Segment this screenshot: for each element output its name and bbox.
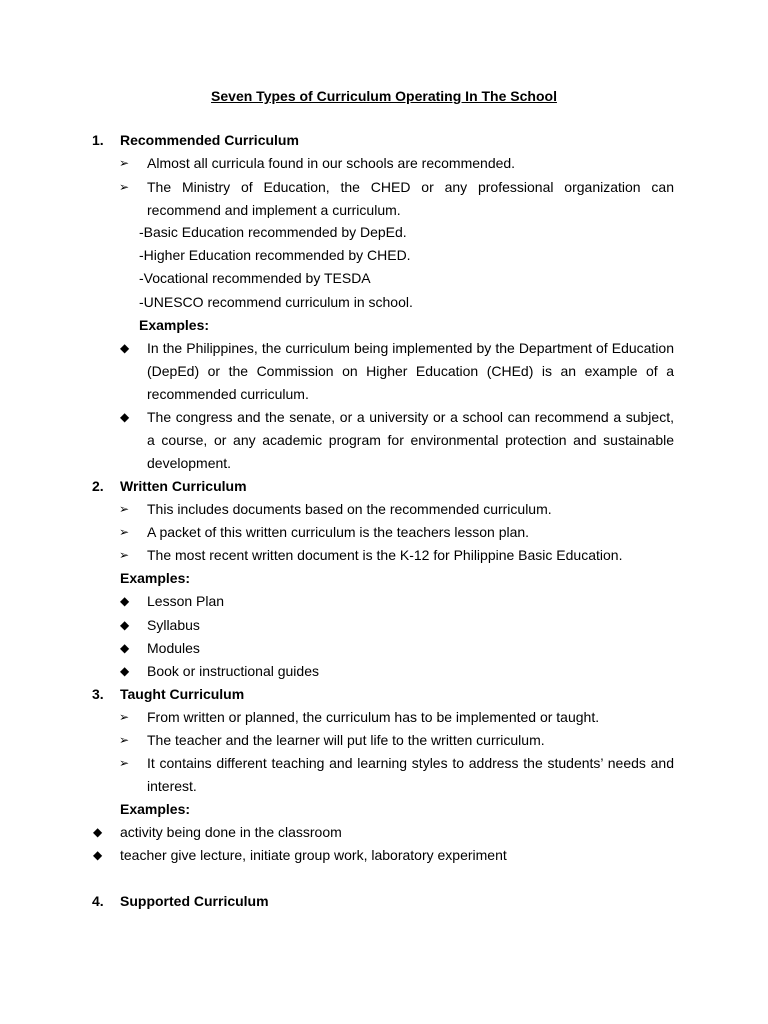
diamond-bullet-icon: ◆ <box>120 664 130 678</box>
sub-line: -Basic Education recommended by DepEd. <box>139 224 407 240</box>
arrow-bullet-icon: ➢ <box>119 710 130 724</box>
diamond-bullet-icon: ◆ <box>120 410 130 424</box>
list-item: Lesson Plan <box>147 593 225 609</box>
section-number: 1. <box>92 132 104 148</box>
section-number: 3. <box>92 686 104 702</box>
section-number: 4. <box>92 893 104 909</box>
examples-label: Examples: <box>120 570 191 586</box>
list-item: This includes documents based on the recommended curriculum. <box>147 501 552 517</box>
examples-label: Examples: <box>120 801 191 817</box>
list-item: Syllabus <box>147 617 200 633</box>
diamond-bullet-icon: ◆ <box>120 641 130 655</box>
list-item: From written or planned, the curriculum has to be implemented or taught. <box>147 709 600 725</box>
arrow-bullet-icon: ➢ <box>119 548 130 562</box>
list-item: The congress and the senate, or a university or a school can recommend a subject, a course, or any academic program for environmental protection and sustainable development. <box>147 409 674 471</box>
list-item: Book or instructional guides <box>147 663 319 679</box>
list-item: The most recent written document is the K-12 for Philippine Basic Education. <box>147 547 623 563</box>
diamond-bullet-icon: ◆ <box>120 618 130 632</box>
arrow-bullet-icon: ➢ <box>119 733 130 747</box>
sub-line: -Higher Education recommended by CHED. <box>139 247 411 263</box>
section-heading: Taught Curriculum <box>120 686 245 702</box>
section-heading: Recommended Curriculum <box>120 132 299 148</box>
diamond-bullet-icon: ◆ <box>120 341 130 355</box>
section-heading: Supported Curriculum <box>120 893 269 909</box>
list-item: The teacher and the learner will put life to the written curriculum. <box>147 732 545 748</box>
diamond-bullet-icon: ◆ <box>120 594 130 608</box>
sub-line: -UNESCO recommend curriculum in school. <box>139 294 413 310</box>
list-item: In the Philippines, the curriculum being implemented by the Department of Education (DepEd) or the Commission on Higher Education (CHEd) is an example of a recommended curriculum. <box>147 340 674 402</box>
sub-line: -Vocational recommended by TESDA <box>139 270 371 286</box>
list-item: activity being done in the classroom <box>120 824 342 840</box>
list-item: A packet of this written curriculum is the teachers lesson plan. <box>147 524 530 540</box>
list-item: Almost all curricula found in our schools are recommended. <box>147 155 516 171</box>
section-heading: Written Curriculum <box>120 478 247 494</box>
arrow-bullet-icon: ➢ <box>119 156 130 170</box>
list-item: teacher give lecture, initiate group work, laboratory experiment <box>120 847 507 863</box>
list-item: It contains different teaching and learning styles to address the students’ needs and interest. <box>147 755 674 794</box>
diamond-bullet-icon: ◆ <box>93 825 103 839</box>
examples-label: Examples: <box>139 317 210 333</box>
list-item: Modules <box>147 640 200 656</box>
diamond-bullet-icon: ◆ <box>93 848 103 862</box>
list-item: The Ministry of Education, the CHED or any professional organization can recommend and implement a curriculum. <box>147 179 674 218</box>
arrow-bullet-icon: ➢ <box>119 502 130 516</box>
arrow-bullet-icon: ➢ <box>119 756 130 770</box>
section-number: 2. <box>92 478 104 494</box>
arrow-bullet-icon: ➢ <box>119 525 130 539</box>
page-title: Seven Types of Curriculum Operating In The School <box>211 88 557 104</box>
arrow-bullet-icon: ➢ <box>119 180 130 194</box>
